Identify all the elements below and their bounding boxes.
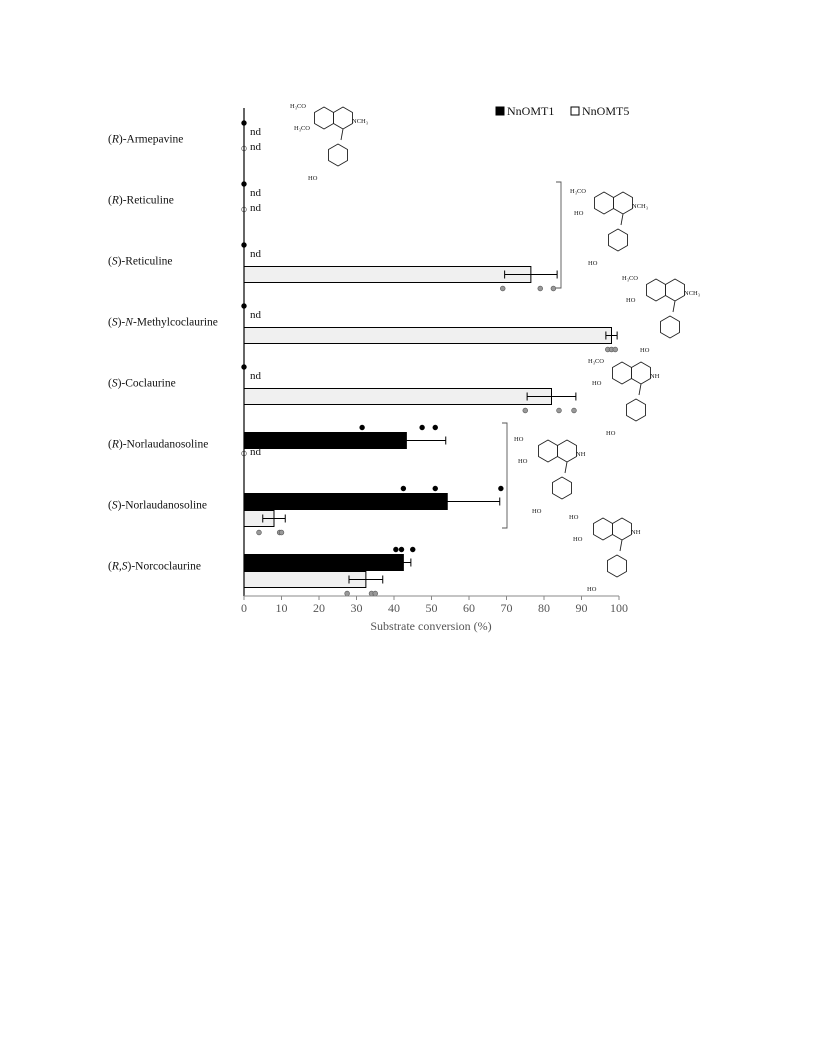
structure-6-substituent-top: HO (569, 514, 579, 521)
structure-5-phenol-ring (553, 477, 572, 499)
nd-label-nnomt1-3: nd (250, 309, 261, 321)
category-label-1: (R)-Reticuline (108, 194, 174, 207)
replicate-point-nnomt5-7-0 (345, 591, 350, 596)
structure-3-phenol-label: HO (640, 347, 650, 354)
structure-4-phenol-ring (627, 399, 646, 421)
category-label-4: (S)-Coclaurine (108, 377, 176, 390)
legend (496, 104, 629, 118)
structure-1-benzyl-bond (341, 129, 343, 140)
structure-2-benzene-ring (595, 192, 614, 214)
replicate-point-nnomt5-3-2 (613, 347, 618, 352)
structure-5-benzyl-bond (565, 462, 567, 473)
structure-4-substituent-top: H₃CO (588, 358, 604, 365)
structure-5-heterocycle-ring (558, 440, 577, 462)
bracket-norlaudanosoline-group (502, 423, 507, 528)
x-tick-label-50: 50 (425, 601, 438, 615)
category-label-2: (S)-Reticuline (108, 255, 173, 268)
structure-6-phenol-label: HO (587, 586, 597, 593)
structure-4-phenol-label: HO (606, 430, 616, 437)
structure-2-phenol-label: HO (588, 260, 598, 267)
bar-nnomt5-3 (244, 328, 612, 344)
nd-label-nnomt5-1: nd (250, 202, 261, 214)
x-tick-label-20: 20 (313, 601, 325, 615)
structure-1-phenol-label: HO (308, 175, 318, 182)
structure-4-substituent-mid: HO (592, 380, 602, 387)
chemical-structures (290, 103, 700, 593)
replicate-point-nnomt5-4-1 (557, 408, 562, 413)
category-label-0: (R)-Armepavine (108, 133, 184, 146)
structure-6-benzene-ring (594, 518, 613, 540)
replicate-point-nnomt5-7-2 (373, 591, 378, 596)
structure-6-benzyl-bond (620, 540, 622, 551)
x-tick-label-90: 90 (575, 601, 588, 615)
structure-3-benzyl-bond (673, 301, 675, 312)
structure-1-nitrogen-label: NCH₃ (352, 118, 368, 125)
category-label-7: (R,S)-Norcoclaurine (108, 560, 201, 573)
nd-label-nnomt1-0: nd (250, 126, 261, 138)
structure-5-benzene-ring (539, 440, 558, 462)
nd-label-nnomt1-4: nd (250, 370, 261, 382)
structure-4-benzyl-bond (639, 384, 641, 395)
legend-swatch-nnomt1 (496, 107, 504, 115)
structure-5-substituent-mid: HO (518, 458, 528, 465)
structure-6-heterocycle-ring (613, 518, 632, 540)
replicate-point-nnomt5-4-2 (572, 408, 577, 413)
chart-axes (108, 108, 628, 615)
structure-6-substituent-mid: HO (573, 536, 583, 543)
x-tick-label-40: 40 (388, 601, 400, 615)
structure-1-substituent-mid: H₃CO (294, 125, 310, 132)
structure-5-nitrogen-label: NH (576, 451, 586, 458)
replicate-point-nnomt1-7-0 (393, 547, 398, 552)
structure-2-substituent-mid: HO (574, 210, 584, 217)
structure-2-benzyl-bond (621, 214, 623, 225)
x-tick-label-60: 60 (463, 601, 475, 615)
replicate-point-nnomt5-6-2 (279, 530, 284, 535)
category-label-3: (S)-N-Methylcoclaurine (108, 316, 218, 329)
legend-label-nnomt1: NnOMT1 (507, 104, 555, 118)
structure-3-substituent-mid: HO (626, 297, 636, 304)
bar-nnomt1-7 (244, 555, 403, 571)
structure-1-heterocycle-ring (334, 107, 353, 129)
replicate-point-nnomt5-2-2 (551, 286, 556, 291)
structure-6-phenol-ring (608, 555, 627, 577)
nd-label-nnomt5-5: nd (250, 446, 261, 458)
legend-label-nnomt5: NnOMT5 (582, 104, 630, 118)
structure-3-substituent-top: H₃CO (622, 275, 638, 282)
replicate-point-nnomt1-6-2 (498, 486, 503, 491)
nd-label-nnomt5-0: nd (250, 141, 261, 153)
structure-4-nitrogen-label: NH (650, 373, 660, 380)
category-label-6: (S)-Norlaudanosoline (108, 499, 208, 512)
legend-swatch-nnomt5 (571, 107, 579, 115)
replicate-point-nnomt1-6-1 (433, 486, 438, 491)
x-tick-label-100: 100 (610, 601, 628, 615)
x-tick-label-70: 70 (500, 601, 513, 615)
structure-3-nitrogen-label: NCH₃ (684, 290, 700, 297)
structure-5-substituent-top: HO (514, 436, 524, 443)
replicate-point-nnomt5-2-0 (500, 286, 505, 291)
replicate-point-nnomt1-5-1 (420, 425, 425, 430)
bar-nnomt5-7 (244, 572, 366, 588)
structure-2-substituent-top: H₃CO (570, 188, 586, 195)
x-tick-label-10: 10 (275, 601, 288, 615)
replicate-point-nnomt5-6-0 (257, 530, 262, 535)
structure-1-phenol-ring (329, 144, 348, 166)
structure-1-benzene-ring (315, 107, 334, 129)
replicate-point-nnomt1-5-2 (433, 425, 438, 430)
structure-2-heterocycle-ring (614, 192, 633, 214)
category-label-5: (R)-Norlaudanosoline (108, 438, 209, 451)
structure-1-substituent-top: H₃CO (290, 103, 306, 110)
replicate-point-nnomt5-4-0 (523, 408, 528, 413)
replicate-point-nnomt1-7-2 (410, 547, 415, 552)
bar-nnomt5-2 (244, 267, 531, 283)
replicate-point-nnomt1-6-0 (401, 486, 406, 491)
structure-4-benzene-ring (613, 362, 632, 384)
structure-3-benzene-ring (647, 279, 666, 301)
x-tick-label-0: 0 (241, 601, 247, 615)
structure-3-phenol-ring (661, 316, 680, 338)
x-tick-label-80: 80 (538, 601, 550, 615)
nd-label-nnomt1-1: nd (250, 187, 261, 199)
structure-5-phenol-label: HO (532, 508, 542, 515)
structure-6-nitrogen-label: NH (631, 529, 641, 536)
x-axis-title: Substrate conversion (%) (370, 619, 492, 633)
replicate-point-nnomt1-7-1 (399, 547, 404, 552)
replicate-point-nnomt1-5-0 (360, 425, 365, 430)
structure-3-heterocycle-ring (666, 279, 685, 301)
structure-2-nitrogen-label: NCH₃ (632, 203, 648, 210)
x-tick-label-30: 30 (350, 601, 363, 615)
bar-nnomt5-4 (244, 389, 552, 405)
replicate-point-nnomt5-2-1 (538, 286, 543, 291)
structure-4-heterocycle-ring (632, 362, 651, 384)
nd-label-nnomt1-2: nd (250, 248, 261, 260)
structure-2-phenol-ring (609, 229, 628, 251)
